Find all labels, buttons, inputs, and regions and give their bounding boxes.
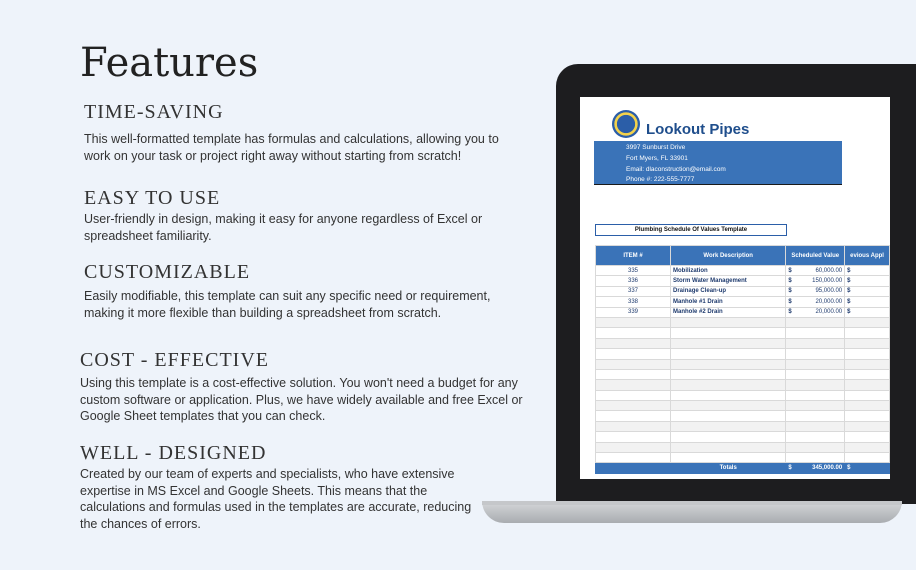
empty-table-row xyxy=(596,421,890,431)
feature-heading-customizable: CUSTOMIZABLE xyxy=(84,261,251,283)
description-cell[interactable]: Manhole #2 Drain xyxy=(671,307,786,317)
table-row xyxy=(596,307,890,317)
column-header-item[interactable]: ITEM # xyxy=(596,246,671,266)
empty-table-row xyxy=(596,453,890,463)
column-header-scheduled-value[interactable]: Scheduled Value xyxy=(786,246,845,266)
empty-cell[interactable] xyxy=(671,317,786,327)
empty-cell[interactable] xyxy=(786,317,845,327)
currency-symbol: $ xyxy=(847,278,851,285)
description-cell[interactable]: Manhole #1 Drain xyxy=(671,297,786,307)
previous-cell[interactable] xyxy=(845,276,890,286)
empty-cell[interactable] xyxy=(671,369,786,379)
value-cell[interactable] xyxy=(786,307,845,317)
empty-cell[interactable] xyxy=(671,453,786,463)
empty-cell[interactable] xyxy=(845,442,890,452)
empty-cell[interactable] xyxy=(596,317,671,327)
currency-symbol: $ xyxy=(847,267,851,274)
empty-cell[interactable] xyxy=(845,432,890,442)
feature-text-customizable: Easily modifiable, this template can suit any specific need or requirement, making it more flexible than building a spreadsheet from scratch. xyxy=(84,289,491,320)
empty-cell[interactable] xyxy=(786,328,845,338)
empty-cell[interactable] xyxy=(845,401,890,411)
table-header-row xyxy=(596,246,890,266)
description-cell[interactable]: Drainage Clean-up xyxy=(671,286,786,296)
empty-cell[interactable] xyxy=(596,338,671,348)
laptop-screen xyxy=(580,97,890,479)
description-cell[interactable]: Mobilization xyxy=(671,266,786,276)
empty-table-row xyxy=(596,432,890,442)
empty-table-row xyxy=(596,369,890,379)
empty-cell[interactable] xyxy=(786,442,845,452)
empty-table-row xyxy=(596,349,890,359)
value-amount: 95,000.00 xyxy=(815,288,843,295)
empty-cell[interactable] xyxy=(786,380,845,390)
currency-symbol: $ xyxy=(847,288,851,295)
empty-cell[interactable] xyxy=(596,453,671,463)
template-title: Plumbing Schedule Of Values Template xyxy=(595,224,787,236)
column-header-previous-applications[interactable]: evious Appl xyxy=(845,246,890,266)
empty-cell[interactable] xyxy=(845,421,890,431)
feature-text-well-designed: Created by our team of experts and specialists, who have extensive expertise in MS Excel and Google Sheets. This means that the calculations and formulas used in the templates are accurate, reducing the chances of errors. xyxy=(80,467,472,531)
empty-cell[interactable] xyxy=(786,359,845,369)
table-row xyxy=(596,297,890,307)
feature-text-cost-effective: Using this template is a cost-effective solution. You won't need a budget for any custom software or application. Plus, we have widely available and free Excel or Google Sheet templates that you can check. xyxy=(80,376,523,423)
empty-table-row xyxy=(596,380,890,390)
currency-symbol: $ xyxy=(788,465,792,472)
previous-cell[interactable] xyxy=(845,266,890,276)
company-address: 3997 Sunburst Drive xyxy=(626,144,686,151)
empty-table-row xyxy=(596,442,890,452)
empty-cell[interactable] xyxy=(845,338,890,348)
currency-symbol: $ xyxy=(788,298,792,305)
empty-cell[interactable] xyxy=(786,349,845,359)
empty-cell[interactable] xyxy=(845,380,890,390)
laptop-hinge xyxy=(482,501,902,505)
value-cell[interactable] xyxy=(786,297,845,307)
empty-cell[interactable] xyxy=(786,338,845,348)
page-title: Features xyxy=(80,40,259,86)
value-cell[interactable] xyxy=(786,266,845,276)
empty-cell[interactable] xyxy=(596,432,671,442)
empty-cell[interactable] xyxy=(786,390,845,400)
empty-cell[interactable] xyxy=(671,411,786,421)
empty-table-row xyxy=(596,390,890,400)
totals-amount: 345,000.00 xyxy=(812,465,843,472)
empty-cell[interactable] xyxy=(671,442,786,452)
item-cell[interactable]: 338 xyxy=(596,297,671,307)
empty-cell[interactable] xyxy=(786,421,845,431)
currency-symbol: $ xyxy=(847,298,851,305)
totals-previous-cell xyxy=(845,463,890,473)
empty-cell[interactable] xyxy=(596,380,671,390)
value-amount: 20,000.00 xyxy=(815,309,843,316)
empty-cell[interactable] xyxy=(596,359,671,369)
totals-spacer-cell xyxy=(596,463,671,473)
empty-cell[interactable] xyxy=(671,432,786,442)
empty-cell[interactable] xyxy=(671,421,786,431)
totals-label: Totals xyxy=(671,463,786,473)
description-cell[interactable]: Storm Water Management xyxy=(671,276,786,286)
value-amount: 150,000.00 xyxy=(812,278,843,285)
feature-heading-time-saving: TIME-SAVING xyxy=(84,101,224,123)
column-header-description[interactable]: Work Description xyxy=(671,246,786,266)
empty-cell[interactable] xyxy=(845,359,890,369)
empty-cell[interactable] xyxy=(671,349,786,359)
company-logo-icon xyxy=(612,110,640,138)
company-name: Lookout Pipes xyxy=(646,121,750,138)
empty-table-row xyxy=(596,317,890,327)
empty-cell[interactable] xyxy=(845,390,890,400)
feature-text-easy-to-use: User-friendly in design, making it easy for anyone regardless of Excel or spreadsheet familiarity. xyxy=(84,212,483,243)
empty-cell[interactable] xyxy=(671,401,786,411)
currency-symbol: $ xyxy=(788,309,792,316)
empty-cell[interactable] xyxy=(671,338,786,348)
empty-cell[interactable] xyxy=(845,453,890,463)
value-amount: 20,000.00 xyxy=(815,298,843,305)
item-cell[interactable]: 337 xyxy=(596,286,671,296)
empty-cell[interactable] xyxy=(845,349,890,359)
feature-heading-easy-to-use: EASY TO USE xyxy=(84,187,221,209)
company-info-box xyxy=(594,141,842,185)
currency-symbol: $ xyxy=(788,288,792,295)
previous-cell[interactable] xyxy=(845,286,890,296)
currency-symbol: $ xyxy=(788,278,792,285)
empty-cell[interactable] xyxy=(671,390,786,400)
item-cell[interactable]: 339 xyxy=(596,307,671,317)
currency-symbol: $ xyxy=(788,267,792,274)
empty-cell[interactable] xyxy=(596,411,671,421)
empty-cell[interactable] xyxy=(596,328,671,338)
table-row xyxy=(596,276,890,286)
feature-heading-cost-effective: COST - EFFECTIVE xyxy=(80,349,269,371)
totals-value-cell xyxy=(786,463,845,473)
feature-heading-well-designed: WELL - DESIGNED xyxy=(80,442,267,464)
empty-cell[interactable] xyxy=(596,421,671,431)
item-cell[interactable]: 336 xyxy=(596,276,671,286)
empty-table-row xyxy=(596,411,890,421)
empty-cell[interactable] xyxy=(596,369,671,379)
empty-cell[interactable] xyxy=(845,369,890,379)
totals-row xyxy=(596,463,890,473)
table-row xyxy=(596,286,890,296)
empty-cell[interactable] xyxy=(671,359,786,369)
empty-cell[interactable] xyxy=(845,317,890,327)
empty-table-row xyxy=(596,338,890,348)
value-cell[interactable] xyxy=(786,276,845,286)
empty-cell[interactable] xyxy=(596,390,671,400)
empty-cell[interactable] xyxy=(786,432,845,442)
empty-cell[interactable] xyxy=(671,328,786,338)
previous-cell[interactable] xyxy=(845,297,890,307)
empty-table-row xyxy=(596,401,890,411)
empty-cell[interactable] xyxy=(596,401,671,411)
company-city: Fort Myers, FL 33901 xyxy=(626,155,688,162)
company-phone: Phone #: 222-555-7777 xyxy=(626,176,695,183)
empty-cell[interactable] xyxy=(845,411,890,421)
empty-cell[interactable] xyxy=(596,442,671,452)
table-row xyxy=(596,266,890,276)
empty-table-row xyxy=(596,359,890,369)
schedule-table xyxy=(595,245,890,474)
empty-cell[interactable] xyxy=(786,411,845,421)
currency-symbol: $ xyxy=(847,465,851,472)
feature-text-time-saving: This well-formatted template has formulas and calculations, allowing you to work on your task or project right away without starting from scratch! xyxy=(84,132,499,163)
empty-cell[interactable] xyxy=(671,380,786,390)
previous-cell[interactable] xyxy=(845,307,890,317)
empty-cell[interactable] xyxy=(845,328,890,338)
value-cell[interactable] xyxy=(786,286,845,296)
empty-cell[interactable] xyxy=(786,369,845,379)
value-amount: 60,000.00 xyxy=(815,267,843,274)
empty-cell[interactable] xyxy=(786,453,845,463)
empty-cell[interactable] xyxy=(596,349,671,359)
company-email: Email: dlaconstruction@email.com xyxy=(626,166,726,173)
empty-cell[interactable] xyxy=(786,401,845,411)
item-cell[interactable]: 335 xyxy=(596,266,671,276)
empty-table-row xyxy=(596,328,890,338)
currency-symbol: $ xyxy=(847,309,851,316)
